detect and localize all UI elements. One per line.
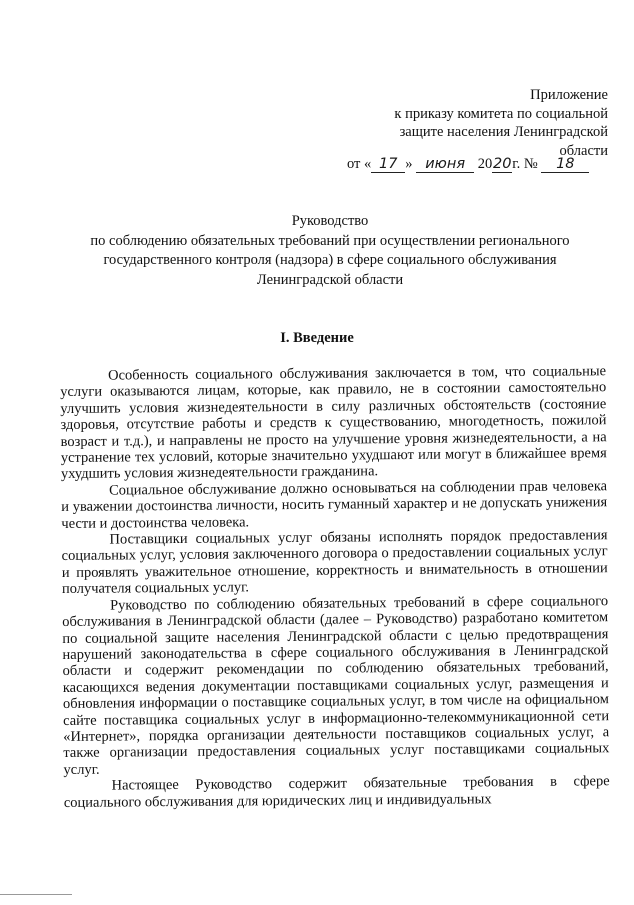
order-year-prefix: 20: [477, 156, 493, 172]
document-body: [60, 363, 610, 811]
appendix-line: защите населения Ленинградской: [399, 124, 608, 140]
order-prefix: от «: [347, 156, 372, 172]
title-line: государственного контроля (надзора) в сфере социального обслуживания: [103, 252, 557, 268]
title-line: Руководство: [291, 213, 369, 229]
paragraph: Руководство по соблюдению обязательных требований в сфере социального обслуживания в Ленинградской области (далее – Руководство) разработано комитетом по социальной защите населения Ленинградской области с целью предотвращения нарушений законодательства в сфере социального обслуживания в Ленинградской области и содержит рекомендации по соблюдению обязательных требований, касающихся ведения документации поставщиками социальных услуг, размещения и обновления информации о поставщике социальных услуг, в том числе на официальном сайте поставщика социальных услуг в информационно-телекоммуникационной сети «Интернет», порядка организации деятельности поставщиков социальных услуг, а также организации предоставления социальных услуг поставщиками социальных услуг.: [62, 592, 610, 778]
order-year-handwritten: 20: [493, 156, 512, 172]
paragraph: Поставщики социальных услуг обязаны исполнять порядок предоставления социальных услуг, условия заключенного договора о предоставлении социальных услуг и проявлять уважительное отношение, корректность и внимательность в отношении получателя социальных услуг.: [61, 527, 608, 598]
paragraph: Настоящее Руководство содержит обязательные требования в сфере социального обслуживания для юридических лиц и индивидуальных: [63, 773, 610, 811]
appendix-line: области: [559, 142, 608, 159]
scan-edge-mark: [0, 894, 72, 895]
paragraph: Особенность социального обслуживания заключается в том, что социальные услуги оказываются лицам, которые, как правило, не в состоянии самостоятельно улучшить условия жизнедеятельности в силу различных обстоятельств (состояние здоровья, отсутствие работы и средств к существованию, многодетность, пожилой возраст и т.д.), и направлены не просто на улучшение уровня жизнедеятельности, а на устранение тех условий, которые значительно ухудшают или могут в ближайшее время ухудшить условия жизнедеятельности гражданина.: [60, 363, 607, 483]
order-after-year: г. №: [512, 156, 538, 172]
order-middle: »: [405, 156, 413, 172]
order-month-handwritten: июня: [416, 156, 474, 173]
document-title: [60, 212, 600, 290]
appendix-line: к приказу комитета по социальной: [394, 105, 608, 122]
section-heading: I. Введение: [280, 330, 354, 346]
appendix-block: [368, 86, 608, 160]
title-line: Ленинградской области: [256, 271, 404, 288]
title-line: по соблюдению обязательных требований при осуществлении регионального: [90, 232, 570, 249]
order-day-handwritten: 17: [371, 156, 405, 173]
order-number-handwritten: 18: [541, 156, 589, 173]
paragraph: Социальное обслуживание должно основываться на соблюдении прав человека и уважении достоинства личности, носить гуманный характер и не допускать унижения чести и достоинства человека.: [61, 478, 608, 532]
appendix-line: Приложение: [530, 87, 608, 103]
order-reference: [347, 156, 589, 173]
